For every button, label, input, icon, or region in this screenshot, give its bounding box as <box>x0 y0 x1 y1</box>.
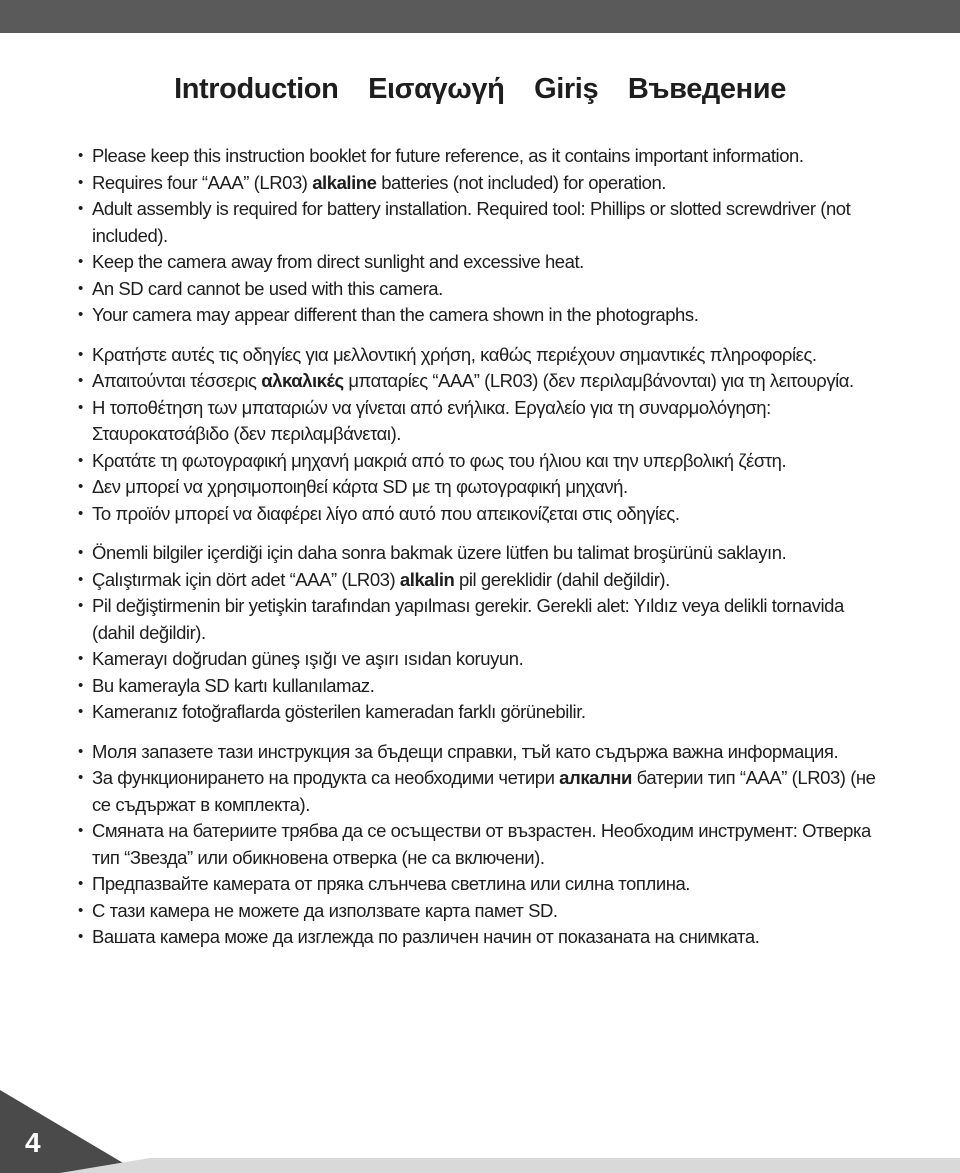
item-text: Kameranız fotoğraflarda gösterilen kameradan farklı görünebilir. <box>92 701 586 722</box>
bullet-icon: • <box>78 769 83 786</box>
bullet-icon: • <box>78 147 83 164</box>
list-item <box>78 646 890 673</box>
item-text: Η τοποθέτηση των μπαταριών να γίνεται από ενήλικα. Εργαλείο για τη συναρμολόγηση: Σταυροκατσάβιδο (δεν περιλαμβάνεται). <box>92 396 771 444</box>
title-turkish: Giriş <box>534 73 599 105</box>
item-text: Смяната на батериите трябва да се осъществи от възрастен. Необходим инструмент: Отверка тип “Звезда” или обикновена отверка (не са включени). <box>92 820 871 868</box>
item-text: батерии тип “AAA” (LR03) (не се съдържат в комплекта). <box>92 767 876 815</box>
item-text: Adult assembly is required for battery installation. Required tool: Phillips or slotted screwdriver (not included). <box>92 198 851 246</box>
item-text: Вашата камера може да изглежда по различен начин от показаната на снимката. <box>92 926 760 947</box>
list-item <box>78 871 890 898</box>
item-text: Bu kamerayla SD kartı kullanılamaz. <box>92 674 375 696</box>
item-text: За функционирането на продукта са необходими четири <box>92 767 560 788</box>
list-item <box>78 898 890 925</box>
list-item <box>78 302 890 329</box>
item-text: Κρατάτε τη φωτογραφική μηχανή μακριά από το φως του ήλιου και την υπερβολική ζέστη. <box>92 449 787 471</box>
page-corner-tab <box>0 1090 960 1173</box>
bullet-icon: • <box>78 570 83 588</box>
list-item <box>78 448 890 475</box>
section-english <box>78 143 890 329</box>
instruction-content <box>78 143 890 964</box>
item-text: Το προϊόν μπορεί να διαφέρει λίγο από αυτό που απεικονίζεται στις οδηγίες. <box>92 502 680 524</box>
list-item <box>78 143 890 170</box>
list-item <box>78 818 890 871</box>
list-item <box>78 765 890 818</box>
item-text: Requires four “AAA” (LR03) <box>92 171 313 193</box>
item-text: μπαταρίες “AAA” (LR03) (δεν περιλαμβάνονται) για τη λειτουργία. <box>343 370 854 391</box>
title-greek: Εισαγωγή <box>368 73 505 105</box>
bullet-icon: • <box>78 703 83 720</box>
list-item <box>78 474 890 501</box>
item-text: Kamerayı doğrudan güneş ışığı ve aşırı ısıdan koruyun. <box>92 648 524 669</box>
item-text: Κρατήστε αυτές τις οδηγίες για μελλοντική χρήση, καθώς περιέχουν σημαντικές πληροφορίες. <box>92 343 817 365</box>
bullet-icon: • <box>78 173 83 191</box>
bullet-icon: • <box>78 398 83 416</box>
item-text: Pil değiştirmenin bir yetişkin tarafından yapılması gerekir. Gerekli alet: Yıldız veya delikli tornavida (dahil değildir). <box>92 595 844 643</box>
page-title <box>0 73 960 106</box>
item-text-bold: alkalin <box>399 568 455 590</box>
list-item <box>78 368 890 395</box>
item-text: An SD card cannot be used with this camera. <box>92 277 443 299</box>
bullet-icon: • <box>78 901 83 919</box>
list-item <box>78 739 890 766</box>
bullet-icon: • <box>78 650 83 667</box>
top-bar <box>0 0 960 33</box>
list-item <box>78 540 890 567</box>
list-item <box>78 249 890 276</box>
section-bulgarian <box>78 739 890 951</box>
item-text: Önemli bilgiler içerdiği için daha sonra bakmak üzere lütfen bu talimat broşürünü saklayın. <box>92 542 787 563</box>
list-item <box>78 924 890 951</box>
bullet-icon: • <box>78 345 83 363</box>
bullet-icon: • <box>78 200 83 217</box>
bullet-icon: • <box>78 875 83 892</box>
bullet-icon: • <box>78 253 83 270</box>
bullet-icon: • <box>78 742 83 760</box>
list-item <box>78 196 890 249</box>
item-text: batteries (not included) for operation. <box>376 171 666 193</box>
item-text: Please keep this instruction booklet for future reference, as it contains important information. <box>92 145 804 166</box>
bullet-icon: • <box>78 451 83 469</box>
item-text: Моля запазете тази инструкция за бъдещи справки, тъй като съдържа важна информация. <box>92 740 839 762</box>
bullet-icon: • <box>78 597 83 614</box>
bullet-icon: • <box>78 928 83 945</box>
list-item <box>78 699 890 726</box>
item-text-bold: αλκαλικές <box>261 370 344 391</box>
list-item <box>78 395 890 448</box>
list-item <box>78 567 890 594</box>
title-english: Introduction <box>174 73 339 105</box>
bullet-icon: • <box>78 822 83 839</box>
item-text: Предпазвайте камерата от пряка слънчева светлина или силна топлина. <box>92 873 690 894</box>
item-text: С тази камера не можете да използвате карта памет SD. <box>92 899 558 921</box>
bullet-icon: • <box>78 676 83 694</box>
item-text: Απαιτούνται τέσσερις <box>92 370 262 391</box>
list-item <box>78 593 890 646</box>
item-text: Δεν μπορεί να χρησιμοποιηθεί κάρτα SD με τη φωτογραφική μηχανή. <box>92 476 628 497</box>
bullet-icon: • <box>78 279 83 297</box>
bullet-icon: • <box>78 372 83 389</box>
list-item <box>78 170 890 197</box>
bullet-icon: • <box>78 544 83 561</box>
item-text: pil gereklidir (dahil değildir). <box>454 568 670 590</box>
section-greek <box>78 342 890 528</box>
bullet-icon: • <box>78 478 83 495</box>
page-number: 4 <box>25 1127 41 1158</box>
item-text-bold: alkaline <box>312 171 377 193</box>
item-text-bold: алкални <box>559 767 632 788</box>
list-item <box>78 342 890 369</box>
item-text: Çalıştırmak için dört adet “AAA” (LR03) <box>92 568 400 590</box>
bullet-icon: • <box>78 306 83 323</box>
list-item <box>78 276 890 303</box>
list-item <box>78 673 890 700</box>
list-item <box>78 501 890 528</box>
item-text: Your camera may appear different than the camera shown in the photographs. <box>92 304 699 325</box>
item-text: Keep the camera away from direct sunlight and excessive heat. <box>92 251 584 272</box>
title-bulgarian: Въведение <box>627 73 786 105</box>
bullet-icon: • <box>78 504 83 522</box>
section-turkish <box>78 540 890 726</box>
